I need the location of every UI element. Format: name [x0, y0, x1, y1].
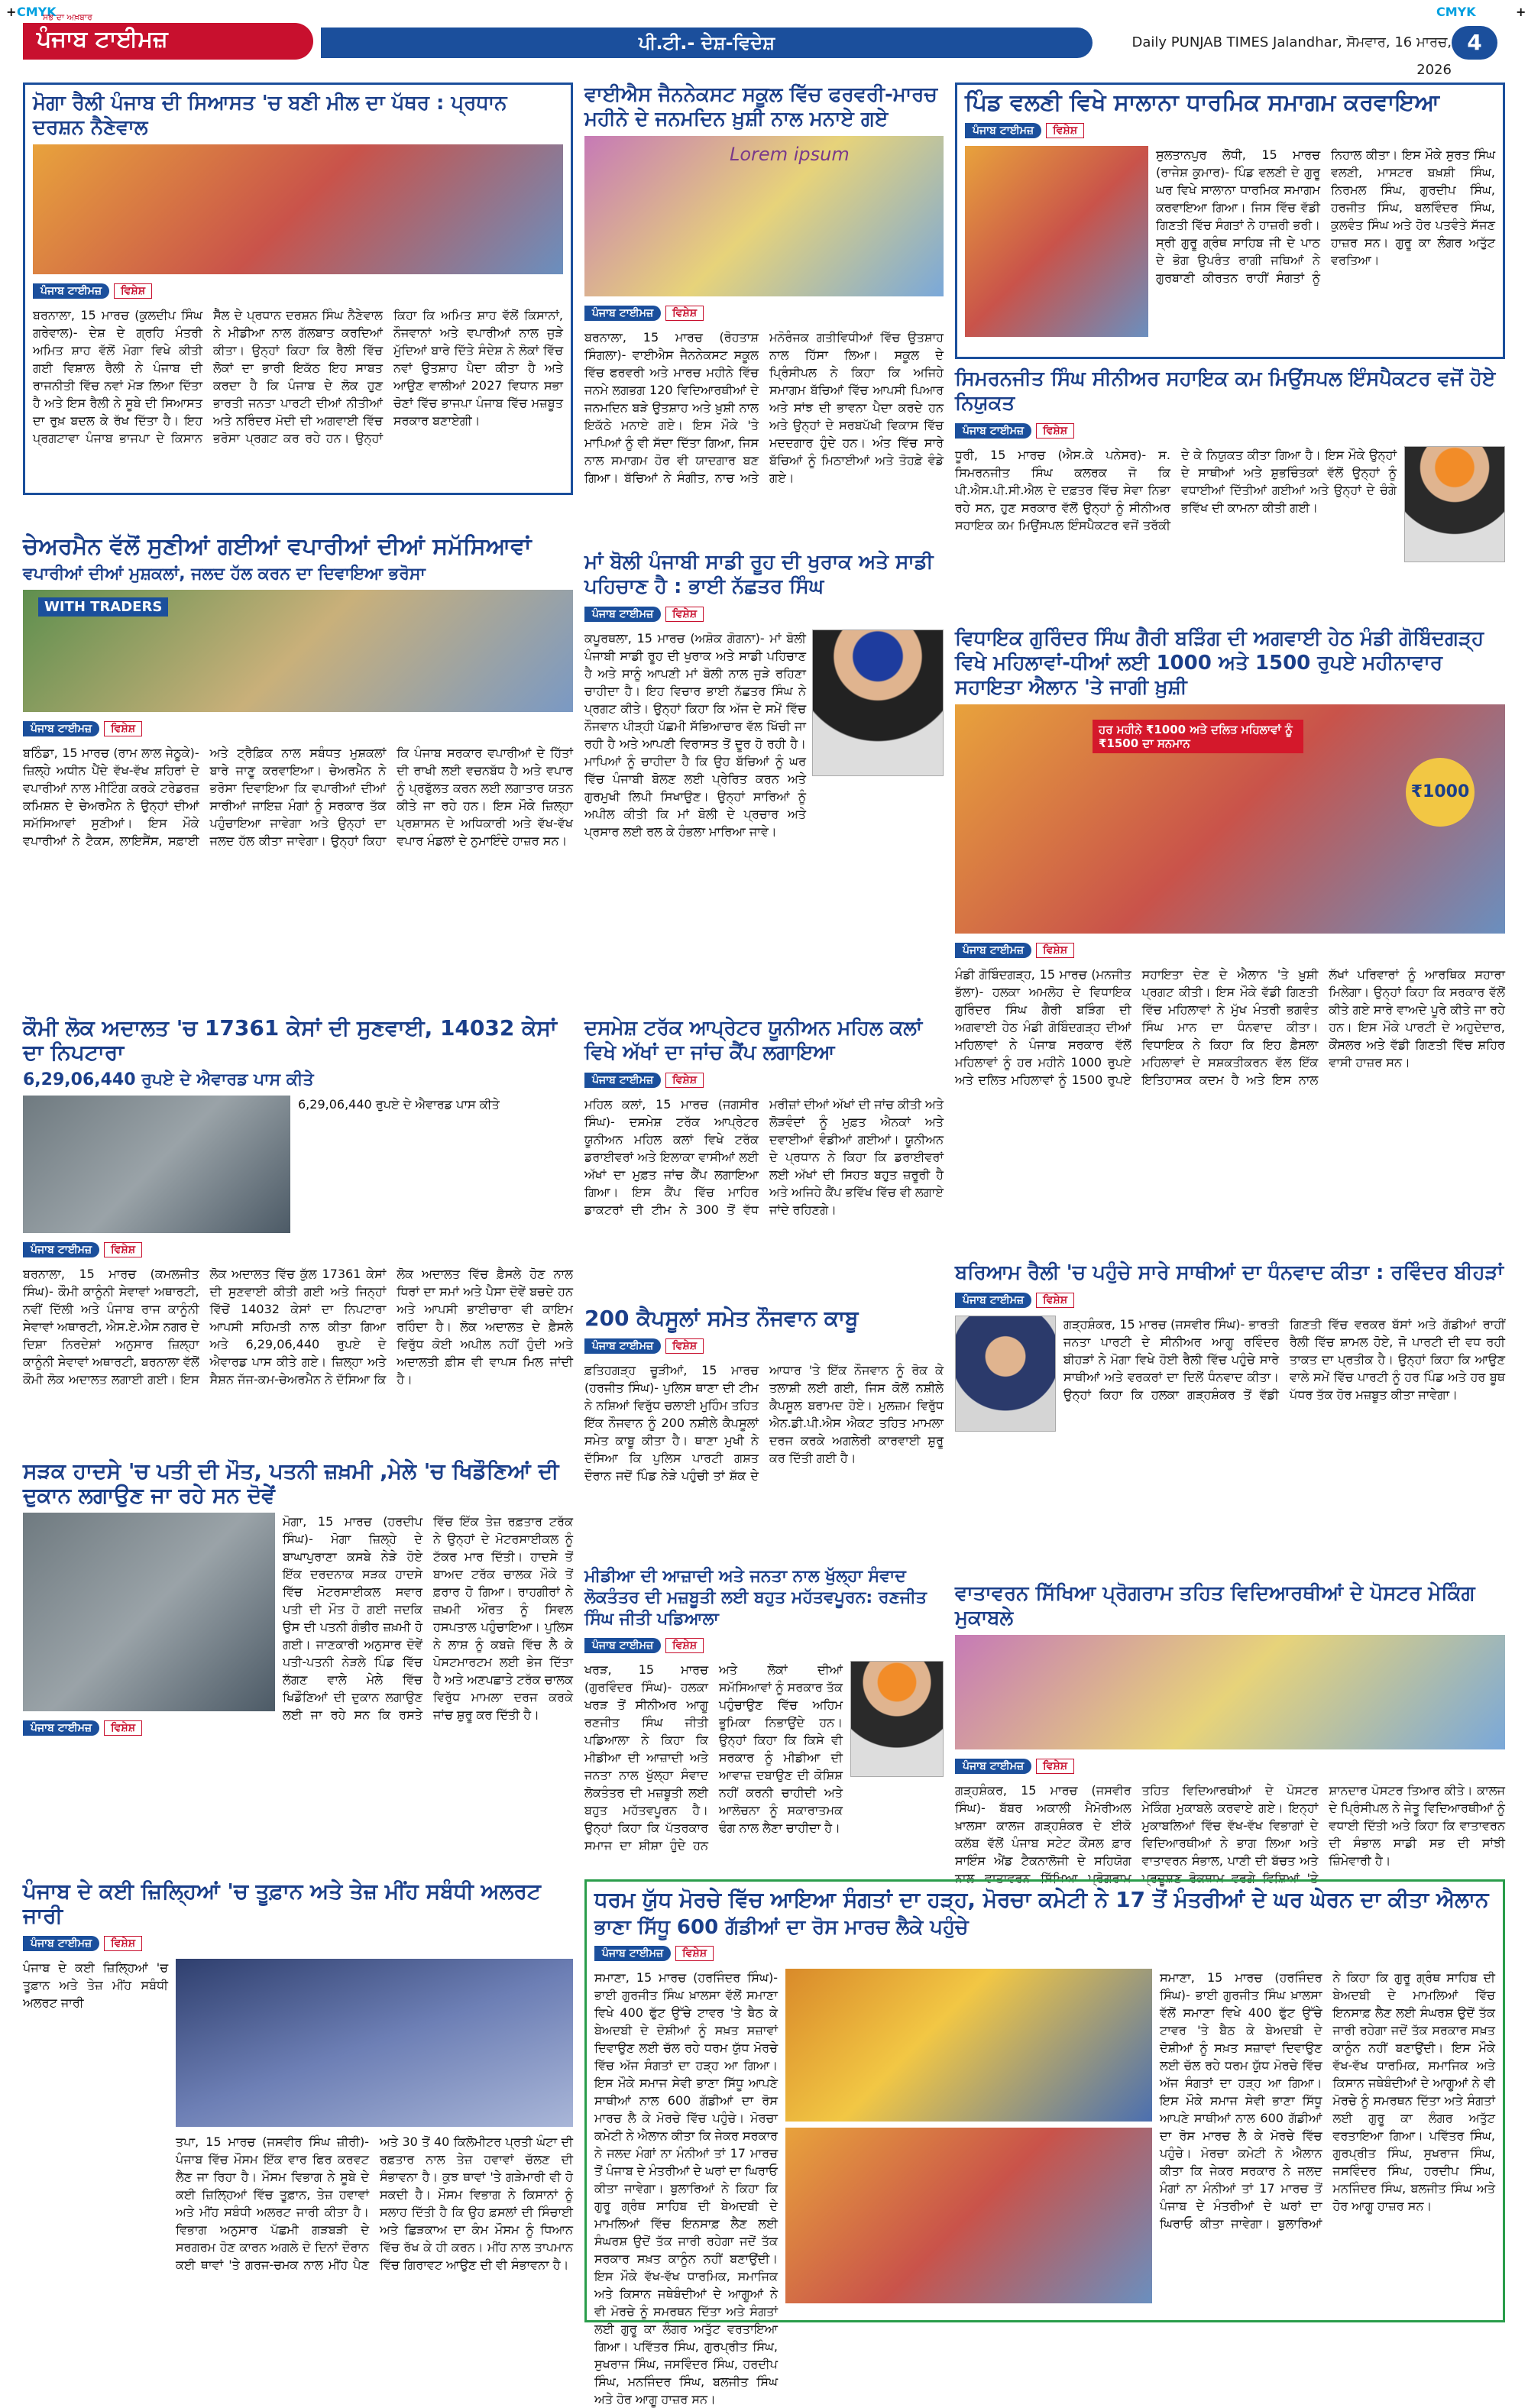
headline: ਮਾਂ ਬੋਲੀ ਪੰਜਾਬੀ ਸਾਡੀ ਰੂਹ ਦੀ ਖੁਰਾਕ ਅਤੇ ਸਾਡੀ ਪਹਿਚਾਣ ਹੈ : ਭਾਈ ਨੱਛਤਰ ਸਿੰਘ: [584, 551, 934, 598]
article-photo: [955, 1635, 1505, 1749]
article-photo: [965, 146, 1148, 337]
byline-tag: ਪੰਜਾਬ ਟਾਈਮਜ਼ ਵਿਸ਼ੇਸ਼: [23, 1242, 142, 1261]
article-body: ਬਰਨਾਲਾ, 15 ਮਾਰਚ (ਰੋਹਤਾਸ਼ ਸਿੰਗਲਾ)- ਵਾਈਐਸ ਜੈਨਨੇਕਸਟ ਸਕੂਲ ਵਿੱਚ ਫਰਵਰੀ ਅਤੇ ਮਾਰਚ ਮਹੀਨੇ ਵਿੱਚ ਜਨਮੇ ਲਗਭਗ 120 ਵਿਦਿਆਰਥੀਆਂ ਦੇ ਜਨਮਦਿਨ ਬੜੇ ਉਤਸ਼ਾਹ ਅਤੇ ਖ਼ੁਸ਼ੀ ਨਾਲ ਇਕੱਠੇ ਮਨਾਏ ਗਏ। ਇਸ ਮੌਕੇ 'ਤੇ ਮਾਪਿਆਂ ਨੂੰ ਵੀ ਸੱਦਾ ਦਿੱਤਾ ਗਿਆ, ਜਿਸ ਨਾਲ ਸਮਾਗਮ ਹੋਰ ਵੀ ਯਾਦਗਾਰ ਬਣ ਗਿਆ। ਬੱਚਿਆਂ ਨੇ ਸੰਗੀਤ, ਨਾਚ ਅਤੇ ਮਨੋਰੰਜਕ ਗਤੀਵਿਧੀਆਂ ਵਿੱਚ ਉਤਸ਼ਾਹ ਨਾਲ ਹਿੱਸਾ ਲਿਆ। ਸਕੂਲ ਦੇ ਪ੍ਰਿੰਸੀਪਲ ਨੇ ਕਿਹਾ ਕਿ ਅਜਿਹੇ ਸਮਾਗਮ ਬੱਚਿਆਂ ਵਿੱਚ ਆਪਸੀ ਪਿਆਰ ਅਤੇ ਸਾਂਝ ਦੀ ਭਾਵਨਾ ਪੈਦਾ ਕਰਦੇ ਹਨ ਅਤੇ ਉਨ੍ਹਾਂ ਦੇ ਸਰਬਪੱਖੀ ਵਿਕਾਸ ਵਿੱਚ ਮਦਦਗਾਰ ਹੁੰਦੇ ਹਨ। ਅੰਤ ਵਿੱਚ ਸਾਰੇ ਬੱਚਿਆਂ ਨੂੰ ਮਿਠਾਈਆਂ ਅਤੇ ਤੋਹਫ਼ੇ ਵੰਡੇ ਗਏ।: [584, 330, 944, 485]
headline: ਸਿਮਰਨਜੀਤ ਸਿੰਘ ਸੀਨੀਅਰ ਸਹਾਇਕ ਕਮ ਮਿਉਂਸਪਲ ਇੰਸਪੈਕਟਰ ਵਜੋਂ ਹੋਏ ਨਿਯੁਕਤ: [955, 367, 1496, 415]
byline-tag: ਪੰਜਾਬ ਟਾਈਮਜ਼ ਵਿਸ਼ੇਸ਼: [23, 1720, 142, 1739]
article-capsules: [584, 1306, 944, 1558]
article-body: ਗੜ੍ਹਸ਼ੰਕਰ, 15 ਮਾਰਚ (ਜਸਵੀਰ ਸਿੰਘ)- ਭਾਰਤੀ ਜਨਤਾ ਪਾਰਟੀ ਦੇ ਸੀਨੀਅਰ ਆਗੂ ਰਵਿੰਦਰ ਬੀਹੜਾਂ ਨੇ ਮੋਗਾ ਵਿਖੇ ਹੋਈ ਰੈਲੀ ਵਿੱਚ ਪਹੁੰਚੇ ਸਾਰੇ ਸਾਥੀਆਂ ਅਤੇ ਵਰਕਰਾਂ ਦਾ ਦਿਲੋਂ ਧੰਨਵਾਦ ਕੀਤਾ। ਉਨ੍ਹਾਂ ਕਿਹਾ ਕਿ ਹਲਕਾ ਗੜ੍ਹਸ਼ੰਕਰ ਤੋਂ ਵੱਡੀ ਗਿਣਤੀ ਵਿੱਚ ਵਰਕਰ ਬੱਸਾਂ ਅਤੇ ਗੱਡੀਆਂ ਰਾਹੀਂ ਰੈਲੀ ਵਿੱਚ ਸ਼ਾਮਲ ਹੋਏ, ਜੋ ਪਾਰਟੀ ਦੀ ਵਧ ਰਹੀ ਤਾਕਤ ਦਾ ਪ੍ਰਤੀਕ ਹੈ। ਉਨ੍ਹਾਂ ਕਿਹਾ ਕਿ ਆਉਣ ਵਾਲੇ ਸਮੇਂ ਵਿੱਚ ਪਾਰਟੀ ਨੂੰ ਹਰ ਪਿੰਡ ਅਤੇ ਹਰ ਬੂਥ ਪੱਧਰ ਤੱਕ ਹੋਰ ਮਜ਼ਬੂਤ ਕੀਤਾ ਜਾਵੇਗਾ।: [1063, 1317, 1505, 1402]
article-women-support: [955, 626, 1505, 1253]
headline: ਧਰਮ ਯੁੱਧ ਮੋਰਚੇ ਵਿੱਚ ਆਇਆ ਸੰਗਤਾਂ ਦਾ ਹੜ੍ਹ, ਮੋਰਚਾ ਕਮੇਟੀ ਨੇ 17 ਤੋਂ ਮੰਤਰੀਆਂ ਦੇ ਘਰ ਘੇਰਨ ਦਾ ਕੀਤਾ ਐਲਾਨ: [594, 1887, 1489, 1912]
byline-tag: ਪੰਜਾਬ ਟਾਈਮਜ਼ ਵਿਸ਼ੇਸ਼: [955, 1759, 1074, 1777]
article-photo: [584, 136, 944, 296]
article-maa-boli: [584, 550, 944, 1008]
article-media-freedom: [584, 1566, 944, 1864]
portrait-photo: [812, 630, 944, 776]
page-number: 4: [1452, 26, 1497, 60]
article-photo: [23, 590, 573, 712]
headline: ਦਸਮੇਸ਼ ਟਰੱਕ ਆਪ੍ਰੇਟਰ ਯੂਨੀਅਨ ਮਹਿਲ ਕਲਾਂ ਵਿਖੇ ਅੱਖਾਂ ਦਾ ਜਾਂਚ ਕੈਂਪ ਲਗਾਇਆ: [584, 1017, 923, 1064]
headline: ਚੇਅਰਮੈਨ ਵੱਲੋਂ ਸੁਣੀਆਂ ਗਈਆਂ ਵਪਾਰੀਆਂ ਦੀਆਂ ਸਮੱਸਿਆਵਾਂ: [23, 533, 532, 560]
article-body: ਮੋਗਾ, 15 ਮਾਰਚ (ਹਰਦੀਪ ਸਿੰਘ)- ਮੋਗਾ ਜ਼ਿਲ੍ਹੇ ਦੇ ਬਾਘਾਪੁਰਾਣਾ ਕਸਬੇ ਨੇੜੇ ਹੋਏ ਇੱਕ ਦਰਦਨਾਕ ਸੜਕ ਹਾਦਸੇ ਵਿੱਚ ਮੋਟਰਸਾਈਕਲ ਸਵਾਰ ਪਤੀ ਦੀ ਮੌਤ ਹੋ ਗਈ ਜਦਕਿ ਉਸ ਦੀ ਪਤਨੀ ਗੰਭੀਰ ਜ਼ਖ਼ਮੀ ਹੋ ਗਈ। ਜਾਣਕਾਰੀ ਅਨੁਸਾਰ ਦੋਵੇਂ ਪਤੀ-ਪਤਨੀ ਨੇੜਲੇ ਪਿੰਡ ਵਿੱਚ ਲੱਗਣ ਵਾਲੇ ਮੇਲੇ ਵਿੱਚ ਖਿਡੌਣਿਆਂ ਦੀ ਦੁਕਾਨ ਲਗਾਉਣ ਲਈ ਜਾ ਰਹੇ ਸਨ ਕਿ ਰਸਤੇ ਵਿੱਚ ਇੱਕ ਤੇਜ਼ ਰਫ਼ਤਾਰ ਟਰੱਕ ਨੇ ਉਨ੍ਹਾਂ ਦੇ ਮੋਟਰਸਾਈਕਲ ਨੂੰ ਟੱਕਰ ਮਾਰ ਦਿੱਤੀ। ਹਾਦਸੇ ਤੋਂ ਬਾਅਦ ਟਰੱਕ ਚਾਲਕ ਮੌਕੇ ਤੋਂ ਫ਼ਰਾਰ ਹੋ ਗਿਆ। ਰਾਹਗੀਰਾਂ ਨੇ ਜ਼ਖ਼ਮੀ ਔਰਤ ਨੂੰ ਸਿਵਲ ਹਸਪਤਾਲ ਪਹੁੰਚਾਇਆ। ਪੁਲਿਸ ਨੇ ਲਾਸ਼ ਨੂੰ ਕਬਜ਼ੇ ਵਿੱਚ ਲੈ ਕੇ ਪੋਸਟਮਾਰਟਮ ਲਈ ਭੇਜ ਦਿੱਤਾ ਹੈ ਅਤੇ ਅਣਪਛਾਤੇ ਟਰੱਕ ਚਾਲਕ ਵਿਰੁੱਧ ਮਾਮਲਾ ਦਰਜ ਕਰਕੇ ਜਾਂਚ ਸ਼ੁਰੂ ਕਰ ਦਿੱਤੀ ਹੈ।: [283, 1514, 573, 1722]
article-photo-crowd: [785, 1969, 1152, 2122]
cmyk-label-right: CMYK: [1436, 5, 1476, 19]
subheadline: 6,29,06,440 ਰੁਪਏ ਦੇ ਐਵਾਰਡ ਪਾਸ ਕੀਤੇ: [23, 1070, 314, 1089]
article-body: ਬਠਿੰਡਾ, 15 ਮਾਰਚ (ਰਾਮ ਲਾਲ ਜੇਠੂਕੇ)- ਜ਼ਿਲ੍ਹੇ ਅਧੀਨ ਪੈਂਦੇ ਵੱਖ-ਵੱਖ ਸ਼ਹਿਰਾਂ ਦੇ ਵਪਾਰੀਆਂ ਨਾਲ ਮੀਟਿੰਗ ਕਰਕੇ ਟਰੇਡਰਜ਼ ਕਮਿਸ਼ਨ ਦੇ ਚੇਅਰਮੈਨ ਨੇ ਉਨ੍ਹਾਂ ਦੀਆਂ ਸਮੱਸਿਆਵਾਂ ਸੁਣੀਆਂ। ਇਸ ਮੌਕੇ ਵਪਾਰੀਆਂ ਨੇ ਟੈਕਸ, ਲਾਇਸੈਂਸ, ਸਫ਼ਾਈ ਅਤੇ ਟ੍ਰੈਫ਼ਿਕ ਨਾਲ ਸਬੰਧਤ ਮੁਸ਼ਕਲਾਂ ਬਾਰੇ ਜਾਣੂ ਕਰਵਾਇਆ। ਚੇਅਰਮੈਨ ਨੇ ਭਰੋਸਾ ਦਿਵਾਇਆ ਕਿ ਵਪਾਰੀਆਂ ਦੀਆਂ ਸਾਰੀਆਂ ਜਾਇਜ਼ ਮੰਗਾਂ ਨੂੰ ਸਰਕਾਰ ਤੱਕ ਪਹੁੰਚਾਇਆ ਜਾਵੇਗਾ ਅਤੇ ਉਨ੍ਹਾਂ ਦਾ ਜਲਦ ਹੱਲ ਕੀਤਾ ਜਾਵੇਗਾ। ਉਨ੍ਹਾਂ ਕਿਹਾ ਕਿ ਪੰਜਾਬ ਸਰਕਾਰ ਵਪਾਰੀਆਂ ਦੇ ਹਿੱਤਾਂ ਦੀ ਰਾਖੀ ਲਈ ਵਚਨਬੱਧ ਹੈ ਅਤੇ ਵਪਾਰ ਨੂੰ ਪ੍ਰਫੁੱਲਤ ਕਰਨ ਲਈ ਲਗਾਤਾਰ ਯਤਨ ਕੀਤੇ ਜਾ ਰਹੇ ਹਨ। ਇਸ ਮੌਕੇ ਜ਼ਿਲ੍ਹਾ ਪ੍ਰਸ਼ਾਸਨ ਦੇ ਅਧਿਕਾਰੀ ਅਤੇ ਵੱਖ-ਵੱਖ ਵਪਾਰ ਮੰਡਲਾਂ ਦੇ ਨੁਮਾਇੰਦੇ ਹਾਜ਼ਰ ਸਨ।: [23, 746, 573, 848]
byline-tag: ਪੰਜਾਬ ਟਾਈਮਜ਼ ਵਿਸ਼ੇਸ਼: [955, 943, 1074, 961]
headline: ਮੋਗਾ ਰੈਲੀ ਪੰਜਾਬ ਦੀ ਸਿਆਸਤ 'ਚ ਬਣੀ ਮੀਲ ਦਾ ਪੱਥਰ : ਪ੍ਰਧਾਨ ਦਰਸ਼ਨ ਨੈਣੇਵਾਲ: [33, 92, 507, 139]
portrait-photo: [955, 1316, 1056, 1432]
logo-tagline: ਸਭ ਦਾ ਅਖ਼ਬਾਰ: [43, 12, 92, 22]
article-body: ਮੰਡੀ ਗੋਬਿੰਦਗੜ੍ਹ, 15 ਮਾਰਚ (ਮਨਜੀਤ ਭੱਲਾ)- ਹਲਕਾ ਅਮਲੋਹ ਦੇ ਵਿਧਾਇਕ ਗੁਰਿੰਦਰ ਸਿੰਘ ਗੈਰੀ ਬੜਿੰਗ ਦੀ ਅਗਵਾਈ ਹੇਠ ਮੰਡੀ ਗੋਬਿੰਦਗੜ੍ਹ ਦੀਆਂ ਮਹਿਲਾਵਾਂ ਨੇ ਪੰਜਾਬ ਸਰਕਾਰ ਵੱਲੋਂ ਮਹਿਲਾਵਾਂ ਨੂੰ ਹਰ ਮਹੀਨੇ 1000 ਰੁਪਏ ਅਤੇ ਦਲਿਤ ਮਹਿਲਾਵਾਂ ਨੂੰ 1500 ਰੁਪਏ ਸਹਾਇਤਾ ਦੇਣ ਦੇ ਐਲਾਨ 'ਤੇ ਖ਼ੁਸ਼ੀ ਪ੍ਰਗਟ ਕੀਤੀ। ਇਸ ਮੌਕੇ ਵੱਡੀ ਗਿਣਤੀ ਵਿੱਚ ਮਹਿਲਾਵਾਂ ਨੇ ਮੁੱਖ ਮੰਤਰੀ ਭਗਵੰਤ ਸਿੰਘ ਮਾਨ ਦਾ ਧੰਨਵਾਦ ਕੀਤਾ। ਵਿਧਾਇਕ ਨੇ ਕਿਹਾ ਕਿ ਇਹ ਫ਼ੈਸਲਾ ਮਹਿਲਾਵਾਂ ਦੇ ਸਸ਼ਕਤੀਕਰਨ ਵੱਲ ਇੱਕ ਇਤਿਹਾਸਕ ਕਦਮ ਹੈ ਅਤੇ ਇਸ ਨਾਲ ਲੱਖਾਂ ਪਰਿਵਾਰਾਂ ਨੂੰ ਆਰਥਿਕ ਸਹਾਰਾ ਮਿਲੇਗਾ। ਉਨ੍ਹਾਂ ਕਿਹਾ ਕਿ ਸਰਕਾਰ ਵੱਲੋਂ ਕੀਤੇ ਗਏ ਸਾਰੇ ਵਾਅਦੇ ਪੂਰੇ ਕੀਤੇ ਜਾ ਰਹੇ ਹਨ। ਇਸ ਮੌਕੇ ਪਾਰਟੀ ਦੇ ਅਹੁਦੇਦਾਰ, ਕੌਂਸਲਰ ਅਤੇ ਵੱਡੀ ਗਿਣਤੀ ਵਿੱਚ ਸ਼ਹਿਰ ਵਾਸੀ ਹਾਜ਼ਰ ਸਨ।: [955, 967, 1505, 1087]
registration-mark: +: [6, 5, 17, 19]
portrait-photo: [850, 1661, 944, 1777]
byline-tag: ਪੰਜਾਬ ਟਾਈਮਜ਼ ਵਿਸ਼ੇਸ਼: [584, 306, 704, 324]
article-chairman-traders: [23, 535, 573, 1008]
portrait-photo: [1404, 446, 1505, 562]
section-title: ਪੀ.ਟੀ.- ਦੇਸ਼-ਵਿਦੇਸ਼: [321, 28, 1093, 58]
byline-tag: ਪੰਜਾਬ ਟਾਈਮਜ਼ ਵਿਸ਼ੇਸ਼: [23, 721, 142, 740]
article-photo: [955, 704, 1505, 934]
photo-banner-text: ਹਰ ਮਹੀਨੇ ₹1000 ਅਤੇ ਦਲਿਤ ਮਹਿਲਾਵਾਂ ਨੂੰ ₹1500 ਦਾ ਸਨਮਾਨ: [1093, 720, 1303, 753]
photo-banner-text: Lorem ipsum: [730, 144, 850, 165]
subheadline: ਭਾਣਾ ਸਿੱਧੂ 600 ਗੱਡੀਆਂ ਦਾ ਰੋਸ ਮਾਰਚ ਲੈਕੇ ਪਹੁੰਚੇ: [594, 1916, 969, 1939]
byline-tag: ਪੰਜਾਬ ਟਾਈਮਜ਼ ਵਿਸ਼ੇਸ਼: [584, 607, 704, 625]
article-body-lead: 6,29,06,440 ਰੁਪਏ ਦੇ ਐਵਾਰਡ ਪਾਸ ਕੀਤੇ: [298, 1097, 500, 1112]
headline: ਪਿੰਡ ਵਲਣੀ ਵਿਖੇ ਸਾਲਾਨਾ ਧਾਰਮਿਕ ਸਮਾਗਮ ਕਰਵਾਇਆ: [965, 89, 1439, 116]
article-body: ਸੁਲਤਾਨਪੁਰ ਲੋਧੀ, 15 ਮਾਰਚ (ਰਾਜੇਸ਼ ਕੁਮਾਰ)- ਪਿੰਡ ਵਲਣੀ ਦੇ ਗੁਰੂ ਘਰ ਵਿਖੇ ਸਾਲਾਨਾ ਧਾਰਮਿਕ ਸਮਾਗਮ ਕਰਵਾਇਆ ਗਿਆ। ਜਿਸ ਵਿੱਚ ਵੱਡੀ ਗਿਣਤੀ ਵਿੱਚ ਸੰਗਤਾਂ ਨੇ ਹਾਜ਼ਰੀ ਭਰੀ। ਸ੍ਰੀ ਗੁਰੂ ਗ੍ਰੰਥ ਸਾਹਿਬ ਜੀ ਦੇ ਪਾਠ ਦੇ ਭੋਗ ਉਪਰੰਤ ਰਾਗੀ ਜਥਿਆਂ ਨੇ ਗੁਰਬਾਣੀ ਕੀਰਤਨ ਰਾਹੀਂ ਸੰਗਤਾਂ ਨੂੰ ਨਿਹਾਲ ਕੀਤਾ। ਇਸ ਮੌਕੇ ਸੁਰਤ ਸਿੰਘ ਵਲਣੀ, ਮਾਸਟਰ ਬਖ਼ਸ਼ੀ ਸਿੰਘ, ਨਿਰਮਲ ਸਿੰਘ, ਗੁਰਦੀਪ ਸਿੰਘ, ਹਰਜੀਤ ਸਿੰਘ, ਬਲਵਿੰਦਰ ਸਿੰਘ, ਕੁਲਵੰਤ ਸਿੰਘ ਅਤੇ ਹੋਰ ਪਤਵੰਤੇ ਸੱਜਣ ਹਾਜ਼ਰ ਸਨ। ਗੁਰੂ ਕਾ ਲੰਗਰ ਅਤੁੱਟ ਵਰਤਿਆ।: [1156, 147, 1495, 285]
byline-tag: ਪੰਜਾਬ ਟਾਈਮਜ਼ ਵਿਸ਼ੇਸ਼: [584, 1073, 704, 1091]
headline: ਮੀਡੀਆ ਦੀ ਆਜ਼ਾਦੀ ਅਤੇ ਜਨਤਾ ਨਾਲ ਖੁੱਲ੍ਹਾ ਸੰਵਾਦ ਲੋਕਤੰਤਰ ਦੀ ਮਜ਼ਬੂਤੀ ਲਈ ਬਹੁਤ ਮਹੱਤਵਪੂਰਨ: ਰਣਜੀਤ ਸਿੰਘ ਜੀਤੀ ਪਡਿਆਲਾ: [584, 1567, 927, 1629]
article-simranjit: [955, 367, 1505, 619]
headline: ਪੰਜਾਬ ਦੇ ਕਈ ਜ਼ਿਲ੍ਹਿਆਂ 'ਚ ਤੂਫ਼ਾਨ ਅਤੇ ਤੇਜ਼ ਮੀਂਹ ਸਬੰਧੀ ਅਲਰਟ ਜਾਰੀ: [23, 1879, 541, 1928]
article-moga-rally: [23, 83, 573, 495]
byline-tag: ਪੰਜਾਬ ਟਾਈਮਜ਼ ਵਿਸ਼ੇਸ਼: [23, 1936, 142, 1954]
byline-tag: ਪੰਜਾਬ ਟਾਈਮਜ਼ ਵਿਸ਼ੇਸ਼: [584, 1638, 704, 1656]
headline: ਵਿਧਾਇਕ ਗੁਰਿੰਦਰ ਸਿੰਘ ਗੈਰੀ ਬੜਿੰਗ ਦੀ ਅਗਵਾਈ ਹੇਠ ਮੰਡੀ ਗੋਬਿੰਦਗੜ੍ਹ ਵਿਖੇ ਮਹਿਲਾਵਾਂ-ਧੀਆਂ ਲਈ 1000 ਅਤੇ 1500 ਰੁਪਏ ਮਹੀਨਾਵਾਰ ਸਹਾਇਤਾ ਐਲਾਨ 'ਤੇ ਜਾਗੀ ਖ਼ੁਸ਼ੀ: [955, 627, 1484, 699]
subheadline: ਵਪਾਰੀਆਂ ਦੀਆਂ ਮੁਸ਼ਕਲਾਂ, ਜਲਦ ਹੱਲ ਕਰਨ ਦਾ ਦਿਵਾਇਆ ਭਰੋਸਾ: [23, 565, 426, 584]
article-photo: [23, 1513, 275, 1711]
headline: 200 ਕੈਪਸੂਲਾਂ ਸਮੇਤ ਨੌਜਵਾਨ ਕਾਬੂ: [584, 1306, 859, 1331]
article-pind-samagam: [955, 83, 1505, 359]
article-body: ਧੂਰੀ, 15 ਮਾਰਚ (ਐਸ.ਕੇ ਪਨੇਸਰ)- ਸ. ਸਿਮਰਨਜੀਤ ਸਿੰਘ ਕਲਰਕ ਜੋ ਕਿ ਪੀ.ਐਸ.ਪੀ.ਸੀ.ਐਲ ਦੇ ਦਫ਼ਤਰ ਵਿੱਚ ਸੇਵਾ ਨਿਭਾ ਰਹੇ ਸਨ, ਹੁਣ ਸਰਕਾਰ ਵੱਲੋਂ ਉਨ੍ਹਾਂ ਨੂੰ ਸੀਨੀਅਰ ਸਹਾਇਕ ਕਮ ਮਿਉਂਸਪਲ ਇੰਸਪੈਕਟਰ ਵਜੋਂ ਤਰੱਕੀ ਦੇ ਕੇ ਨਿਯੁਕਤ ਕੀਤਾ ਗਿਆ ਹੈ। ਇਸ ਮੌਕੇ ਉਨ੍ਹਾਂ ਦੇ ਸਾਥੀਆਂ ਅਤੇ ਸ਼ੁਭਚਿੰਤਕਾਂ ਵੱਲੋਂ ਉਨ੍ਹਾਂ ਨੂੰ ਵਧਾਈਆਂ ਦਿੱਤੀਆਂ ਗਈਆਂ ਅਤੇ ਉਨ੍ਹਾਂ ਦੇ ਚੰਗੇ ਭਵਿੱਖ ਦੀ ਕਾਮਨਾ ਕੀਤੀ ਗਈ।: [955, 448, 1397, 532]
article-school-birthdays: [584, 83, 944, 541]
article-body-continued: ਸਮਾਣਾ, 15 ਮਾਰਚ (ਹਰਜਿੰਦਰ ਸਿੰਘ)- ਭਾਈ ਗੁਰਜੀਤ ਸਿੰਘ ਖ਼ਾਲਸਾ ਵੱਲੋਂ ਸਮਾਣਾ ਵਿਖੇ 400 ਫੁੱਟ ਉੱਚੇ ਟਾਵਰ 'ਤੇ ਬੈਠ ਕੇ ਬੇਅਦਬੀ ਦੇ ਦੋਸ਼ੀਆਂ ਨੂੰ ਸਖ਼ਤ ਸਜ਼ਾਵਾਂ ਦਿਵਾਉਣ ਲਈ ਚੱਲ ਰਹੇ ਧਰਮ ਯੁੱਧ ਮੋਰਚੇ ਵਿੱਚ ਅੱਜ ਸੰਗਤਾਂ ਦਾ ਹੜ੍ਹ ਆ ਗਿਆ। ਇਸ ਮੌਕੇ ਸਮਾਜ ਸੇਵੀ ਭਾਣਾ ਸਿੱਧੂ ਆਪਣੇ ਸਾਥੀਆਂ ਨਾਲ 600 ਗੱਡੀਆਂ ਦਾ ਰੋਸ ਮਾਰਚ ਲੈ ਕੇ ਮੋਰਚੇ ਵਿੱਚ ਪਹੁੰਚੇ। ਮੋਰਚਾ ਕਮੇਟੀ ਨੇ ਐਲਾਨ ਕੀਤਾ ਕਿ ਜੇਕਰ ਸਰਕਾਰ ਨੇ ਜਲਦ ਮੰਗਾਂ ਨਾ ਮੰਨੀਆਂ ਤਾਂ 17 ਮਾਰਚ ਤੋਂ ਪੰਜਾਬ ਦੇ ਮੰਤਰੀਆਂ ਦੇ ਘਰਾਂ ਦਾ ਘਿਰਾਓ ਕੀਤਾ ਜਾਵੇਗਾ। ਬੁਲਾਰਿਆਂ ਨੇ ਕਿਹਾ ਕਿ ਗੁਰੂ ਗ੍ਰੰਥ ਸਾਹਿਬ ਦੀ ਬੇਅਦਬੀ ਦੇ ਮਾਮਲਿਆਂ ਵਿੱਚ ਇਨਸਾਫ਼ ਲੈਣ ਲਈ ਸੰਘਰਸ਼ ਉਦੋਂ ਤੱਕ ਜਾਰੀ ਰਹੇਗਾ ਜਦੋਂ ਤੱਕ ਸਰਕਾਰ ਸਖ਼ਤ ਕਾਨੂੰਨ ਨਹੀਂ ਬਣਾਉਂਦੀ। ਇਸ ਮੌਕੇ ਵੱਖ-ਵੱਖ ਧਾਰਮਿਕ, ਸਮਾਜਿਕ ਅਤੇ ਕਿਸਾਨ ਜਥੇਬੰਦੀਆਂ ਦੇ ਆਗੂਆਂ ਨੇ ਵੀ ਮੋਰਚੇ ਨੂੰ ਸਮਰਥਨ ਦਿੱਤਾ ਅਤੇ ਸੰਗਤਾਂ ਲਈ ਗੁਰੂ ਕਾ ਲੰਗਰ ਅਤੁੱਟ ਵਰਤਾਇਆ ਗਿਆ। ਪਵਿੱਤਰ ਸਿੰਘ, ਗੁਰਪ੍ਰੀਤ ਸਿੰਘ, ਸੁਖਰਾਜ ਸਿੰਘ, ਜਸਵਿੰਦਰ ਸਿੰਘ, ਹਰਦੀਪ ਸਿੰਘ, ਮਨਜਿੰਦਰ ਸਿੰਘ, ਬਲਜੀਤ ਸਿੰਘ ਅਤੇ ਹੋਰ ਆਗੂ ਹਾਜ਼ਰ ਸਨ।: [1160, 1970, 1495, 2231]
article-lok-adalat: [23, 1016, 573, 1452]
article-body: ਖਰੜ, 15 ਮਾਰਚ (ਗੁਰਵਿੰਦਰ ਸਿੰਘ)- ਹਲਕਾ ਖਰੜ ਤੋਂ ਸੀਨੀਅਰ ਆਗੂ ਰਣਜੀਤ ਸਿੰਘ ਜੀਤੀ ਪਡਿਆਲਾ ਨੇ ਕਿਹਾ ਕਿ ਮੀਡੀਆ ਦੀ ਆਜ਼ਾਦੀ ਅਤੇ ਜਨਤਾ ਨਾਲ ਖੁੱਲ੍ਹਾ ਸੰਵਾਦ ਲੋਕਤੰਤਰ ਦੀ ਮਜ਼ਬੂਤੀ ਲਈ ਬਹੁਤ ਮਹੱਤਵਪੂਰਨ ਹੈ। ਉਨ੍ਹਾਂ ਕਿਹਾ ਕਿ ਪੱਤਰਕਾਰ ਸਮਾਜ ਦਾ ਸ਼ੀਸ਼ਾ ਹੁੰਦੇ ਹਨ ਅਤੇ ਲੋਕਾਂ ਦੀਆਂ ਸਮੱਸਿਆਵਾਂ ਨੂੰ ਸਰਕਾਰ ਤੱਕ ਪਹੁੰਚਾਉਣ ਵਿੱਚ ਅਹਿਮ ਭੂਮਿਕਾ ਨਿਭਾਉਂਦੇ ਹਨ। ਉਨ੍ਹਾਂ ਕਿਹਾ ਕਿ ਕਿਸੇ ਵੀ ਸਰਕਾਰ ਨੂੰ ਮੀਡੀਆ ਦੀ ਆਵਾਜ਼ ਦਬਾਉਣ ਦੀ ਕੋਸ਼ਿਸ਼ ਨਹੀਂ ਕਰਨੀ ਚਾਹੀਦੀ ਅਤੇ ਆਲੋਚਨਾ ਨੂੰ ਸਕਾਰਾਤਮਕ ਢੰਗ ਨਾਲ ਲੈਣਾ ਚਾਹੀਦਾ ਹੈ।: [584, 1662, 843, 1853]
article-poster-contest: [955, 1581, 1505, 1885]
headline: ਸੜਕ ਹਾਦਸੇ 'ਚ ਪਤੀ ਦੀ ਮੌਤ, ਪਤਨੀ ਜ਼ਖ਼ਮੀ ,ਮੇਲੇ 'ਚ ਖਿਡੌਣਿਆਂ ਦੀ ਦੁਕਾਨ ਲਗਾਉਣ ਜਾ ਰਹੇ ਸਨ ਦੋਵੇਂ: [23, 1458, 559, 1508]
article-eye-camp: [584, 1016, 944, 1299]
date-line: Daily PUNJAB TIMES Jalandhar, ਸੋਮਵਾਰ, 16 ਮਾਰਚ, 2026: [1131, 34, 1452, 78]
byline-tag: ਪੰਜਾਬ ਟਾਈਮਜ਼ ਵਿਸ਼ੇਸ਼: [965, 123, 1084, 141]
article-photo: [23, 1096, 290, 1233]
headline: ਬਰਿਆਮ ਰੈਲੀ 'ਚ ਪਹੁੰਚੇ ਸਾਰੇ ਸਾਥੀਆਂ ਦਾ ਧੰਨਵਾਦ ਕੀਤਾ : ਰਵਿੰਦਰ ਬੀਹੜਾਂ: [955, 1261, 1504, 1284]
article-body: ਤਪਾ, 15 ਮਾਰਚ (ਜਸਵੀਰ ਸਿੰਘ ਜ਼ੀਰੀ)- ਪੰਜਾਬ ਵਿੱਚ ਮੌਸਮ ਇੱਕ ਵਾਰ ਫਿਰ ਕਰਵਟ ਲੈਣ ਜਾ ਰਿਹਾ ਹੈ। ਮੌਸਮ ਵਿਭਾਗ ਨੇ ਸੂਬੇ ਦੇ ਕਈ ਜ਼ਿਲ੍ਹਿਆਂ ਵਿੱਚ ਤੂਫ਼ਾਨ, ਤੇਜ਼ ਹਵਾਵਾਂ ਅਤੇ ਮੀਂਹ ਸਬੰਧੀ ਅਲਰਟ ਜਾਰੀ ਕੀਤਾ ਹੈ। ਵਿਭਾਗ ਅਨੁਸਾਰ ਪੱਛਮੀ ਗੜਬੜੀ ਦੇ ਸਰਗਰਮ ਹੋਣ ਕਾਰਨ ਅਗਲੇ ਦੋ ਦਿਨਾਂ ਦੌਰਾਨ ਕਈ ਥਾਵਾਂ 'ਤੇ ਗਰਜ-ਚਮਕ ਨਾਲ ਮੀਂਹ ਪੈਣ ਅਤੇ 30 ਤੋਂ 40 ਕਿਲੋਮੀਟਰ ਪ੍ਰਤੀ ਘੰਟਾ ਦੀ ਰਫ਼ਤਾਰ ਨਾਲ ਤੇਜ਼ ਹਵਾਵਾਂ ਚੱਲਣ ਦੀ ਸੰਭਾਵਨਾ ਹੈ। ਕੁਝ ਥਾਵਾਂ 'ਤੇ ਗੜੇਮਾਰੀ ਵੀ ਹੋ ਸਕਦੀ ਹੈ। ਮੌਸਮ ਵਿਭਾਗ ਨੇ ਕਿਸਾਨਾਂ ਨੂੰ ਸਲਾਹ ਦਿੱਤੀ ਹੈ ਕਿ ਉਹ ਫ਼ਸਲਾਂ ਦੀ ਸਿੰਚਾਈ ਅਤੇ ਛਿੜਕਾਅ ਦਾ ਕੰਮ ਮੌਸਮ ਨੂੰ ਧਿਆਨ ਵਿੱਚ ਰੱਖ ਕੇ ਹੀ ਕਰਨ। ਮੀਂਹ ਨਾਲ ਤਾਪਮਾਨ ਵਿੱਚ ਗਿਰਾਵਟ ਆਉਣ ਦੀ ਵੀ ਸੰਭਾਵਨਾ ਹੈ।: [176, 2135, 573, 2272]
article-rally-thanks: [955, 1261, 1505, 1574]
logo-text: ਪੰਜਾਬ ਟਾਈਮਜ਼: [37, 26, 168, 53]
byline-tag: ਪੰਜਾਬ ਟਾਈਮਜ਼ ਵਿਸ਼ੇਸ਼: [955, 1293, 1074, 1311]
headline: ਵਾਤਾਵਰਨ ਸਿੱਖਿਆ ਪ੍ਰੋਗਰਾਮ ਤਹਿਤ ਵਿਦਿਆਰਥੀਆਂ ਦੇ ਪੋਸਟਰ ਮੇਕਿੰਗ ਮੁਕਾਬਲੇ: [955, 1582, 1475, 1630]
byline-tag: ਪੰਜਾਬ ਟਾਈਮਜ਼ ਵਿਸ਼ੇਸ਼: [584, 1338, 704, 1357]
article-photo: [176, 1959, 573, 2127]
article-body: ਗੜ੍ਹਸ਼ੰਕਰ, 15 ਮਾਰਚ (ਜਸਵੀਰ ਸਿੰਘ)- ਬੱਬਰ ਅਕਾਲੀ ਮੈਮੋਰੀਅਲ ਖ਼ਾਲਸਾ ਕਾਲਜ ਗੜ੍ਹਸ਼ੰਕਰ ਦੇ ਈਕੋ ਕਲੱਬ ਵੱਲੋਂ ਪੰਜਾਬ ਸਟੇਟ ਕੌਂਸਲ ਫ਼ਾਰ ਸਾਇੰਸ ਐਂਡ ਟੈਕਨਾਲੋਜੀ ਦੇ ਸਹਿਯੋਗ ਨਾਲ ਵਾਤਾਵਰਨ ਸਿੱਖਿਆ ਪ੍ਰੋਗਰਾਮ ਤਹਿਤ ਵਿਦਿਆਰਥੀਆਂ ਦੇ ਪੋਸਟਰ ਮੇਕਿੰਗ ਮੁਕਾਬਲੇ ਕਰਵਾਏ ਗਏ। ਇਨ੍ਹਾਂ ਮੁਕਾਬਲਿਆਂ ਵਿੱਚ ਵੱਖ-ਵੱਖ ਵਿਭਾਗਾਂ ਦੇ ਵਿਦਿਆਰਥੀਆਂ ਨੇ ਭਾਗ ਲਿਆ ਅਤੇ ਵਾਤਾਵਰਨ ਸੰਭਾਲ, ਪਾਣੀ ਦੀ ਬੱਚਤ ਅਤੇ ਪ੍ਰਦੂਸ਼ਣ ਰੋਕਥਾਮ ਵਰਗੇ ਵਿਸ਼ਿਆਂ 'ਤੇ ਸ਼ਾਨਦਾਰ ਪੋਸਟਰ ਤਿਆਰ ਕੀਤੇ। ਕਾਲਜ ਦੇ ਪ੍ਰਿੰਸੀਪਲ ਨੇ ਜੇਤੂ ਵਿਦਿਆਰਥੀਆਂ ਨੂੰ ਵਧਾਈ ਦਿੱਤੀ ਅਤੇ ਕਿਹਾ ਕਿ ਵਾਤਾਵਰਨ ਦੀ ਸੰਭਾਲ ਸਾਡੀ ਸਭ ਦੀ ਸਾਂਝੀ ਜ਼ਿੰਮੇਵਾਰੀ ਹੈ।: [955, 1783, 1505, 1885]
article-dharam-yudh: [584, 1879, 1505, 2406]
photo-banner-text: WITH TRADERS: [38, 597, 168, 617]
headline: ਕੌਮੀ ਲੋਕ ਅਦਾਲਤ 'ਚ 17361 ਕੇਸਾਂ ਦੀ ਸੁਣਵਾਈ, 14032 ਕੇਸਾਂ ਦਾ ਨਿਪਟਾਰਾ: [23, 1015, 557, 1065]
headline: ਵਾਈਐਸ ਜੈਨਨੇਕਸਟ ਸਕੂਲ ਵਿੱਚ ਫਰਵਰੀ-ਮਾਰਚ ਮਹੀਨੇ ਦੇ ਜਨਮਦਿਨ ਖ਼ੁਸ਼ੀ ਨਾਲ ਮਨਾਏ ਗਏ: [584, 83, 937, 131]
masthead-logo: [23, 12, 313, 60]
byline-tag: ਪੰਜਾਬ ਟਾਈਮਜ਼ ਵਿਸ਼ੇਸ਼: [955, 423, 1074, 442]
article-storm-alert: [23, 1879, 573, 2322]
article-body: ਬਰਨਾਲਾ, 15 ਮਾਰਚ (ਕਮਲਜੀਤ ਸਿੰਘ)- ਕੌਮੀ ਕਾਨੂੰਨੀ ਸੇਵਾਵਾਂ ਅਥਾਰਟੀ, ਨਵੀਂ ਦਿੱਲੀ ਅਤੇ ਪੰਜਾਬ ਰਾਜ ਕਾਨੂੰਨੀ ਸੇਵਾਵਾਂ ਅਥਾਰਟੀ, ਐਸ.ਏ.ਐਸ ਨਗਰ ਦੇ ਦਿਸ਼ਾ ਨਿਰਦੇਸ਼ਾਂ ਅਨੁਸਾਰ ਜ਼ਿਲ੍ਹਾ ਕਾਨੂੰਨੀ ਸੇਵਾਵਾਂ ਅਥਾਰਟੀ, ਬਰਨਾਲਾ ਵੱਲੋਂ ਕੌਮੀ ਲੋਕ ਅਦਾਲਤ ਲਗਾਈ ਗਈ। ਇਸ ਲੋਕ ਅਦਾਲਤ ਵਿੱਚ ਕੁੱਲ 17361 ਕੇਸਾਂ ਦੀ ਸੁਣਵਾਈ ਕੀਤੀ ਗਈ ਅਤੇ ਜਿਨ੍ਹਾਂ ਵਿੱਚੋਂ 14032 ਕੇਸਾਂ ਦਾ ਨਿਪਟਾਰਾ ਆਪਸੀ ਸਹਿਮਤੀ ਨਾਲ ਕੀਤਾ ਗਿਆ ਅਤੇ 6,29,06,440 ਰੁਪਏ ਦੇ ਐਵਾਰਡ ਪਾਸ ਕੀਤੇ ਗਏ। ਜ਼ਿਲ੍ਹਾ ਅਤੇ ਸੈਸ਼ਨ ਜੱਜ-ਕਮ-ਚੇਅਰਮੈਨ ਨੇ ਦੱਸਿਆ ਕਿ ਲੋਕ ਅਦਾਲਤ ਵਿੱਚ ਫ਼ੈਸਲੇ ਹੋਣ ਨਾਲ ਧਿਰਾਂ ਦਾ ਸਮਾਂ ਅਤੇ ਪੈਸਾ ਦੋਵੇਂ ਬਚਦੇ ਹਨ ਅਤੇ ਆਪਸੀ ਭਾਈਚਾਰਾ ਵੀ ਕਾਇਮ ਰਹਿੰਦਾ ਹੈ। ਲੋਕ ਅਦਾਲਤ ਦੇ ਫ਼ੈਸਲੇ ਵਿਰੁੱਧ ਕੋਈ ਅਪੀਲ ਨਹੀਂ ਹੁੰਦੀ ਅਤੇ ਅਦਾਲਤੀ ਫ਼ੀਸ ਵੀ ਵਾਪਸ ਮਿਲ ਜਾਂਦੀ ਹੈ।: [23, 1267, 573, 1387]
registration-mark: +: [1516, 5, 1526, 19]
amount-badge: ₹1000: [1406, 758, 1475, 827]
byline-tag: ਪੰਜਾਬ ਟਾਈਮਜ਼ ਵਿਸ਼ੇਸ਼: [594, 1946, 714, 1964]
article-body: ਸਮਾਣਾ, 15 ਮਾਰਚ (ਹਰਜਿੰਦਰ ਸਿੰਘ)- ਭਾਈ ਗੁਰਜੀਤ ਸਿੰਘ ਖ਼ਾਲਸਾ ਵੱਲੋਂ ਸਮਾਣਾ ਵਿਖੇ 400 ਫੁੱਟ ਉੱਚੇ ਟਾਵਰ 'ਤੇ ਬੈਠ ਕੇ ਬੇਅਦਬੀ ਦੇ ਦੋਸ਼ੀਆਂ ਨੂੰ ਸਖ਼ਤ ਸਜ਼ਾਵਾਂ ਦਿਵਾਉਣ ਲਈ ਚੱਲ ਰਹੇ ਧਰਮ ਯੁੱਧ ਮੋਰਚੇ ਵਿੱਚ ਅੱਜ ਸੰਗਤਾਂ ਦਾ ਹੜ੍ਹ ਆ ਗਿਆ। ਇਸ ਮੌਕੇ ਸਮਾਜ ਸੇਵੀ ਭਾਣਾ ਸਿੱਧੂ ਆਪਣੇ ਸਾਥੀਆਂ ਨਾਲ 600 ਗੱਡੀਆਂ ਦਾ ਰੋਸ ਮਾਰਚ ਲੈ ਕੇ ਮੋਰਚੇ ਵਿੱਚ ਪਹੁੰਚੇ। ਮੋਰਚਾ ਕਮੇਟੀ ਨੇ ਐਲਾਨ ਕੀਤਾ ਕਿ ਜੇਕਰ ਸਰਕਾਰ ਨੇ ਜਲਦ ਮੰਗਾਂ ਨਾ ਮੰਨੀਆਂ ਤਾਂ 17 ਮਾਰਚ ਤੋਂ ਪੰਜਾਬ ਦੇ ਮੰਤਰੀਆਂ ਦੇ ਘਰਾਂ ਦਾ ਘਿਰਾਓ ਕੀਤਾ ਜਾਵੇਗਾ। ਬੁਲਾਰਿਆਂ ਨੇ ਕਿਹਾ ਕਿ ਗੁਰੂ ਗ੍ਰੰਥ ਸਾਹਿਬ ਦੀ ਬੇਅਦਬੀ ਦੇ ਮਾਮਲਿਆਂ ਵਿੱਚ ਇਨਸਾਫ਼ ਲੈਣ ਲਈ ਸੰਘਰਸ਼ ਉਦੋਂ ਤੱਕ ਜਾਰੀ ਰਹੇਗਾ ਜਦੋਂ ਤੱਕ ਸਰਕਾਰ ਸਖ਼ਤ ਕਾਨੂੰਨ ਨਹੀਂ ਬਣਾਉਂਦੀ। ਇਸ ਮੌਕੇ ਵੱਖ-ਵੱਖ ਧਾਰਮਿਕ, ਸਮਾਜਿਕ ਅਤੇ ਕਿਸਾਨ ਜਥੇਬੰਦੀਆਂ ਦੇ ਆਗੂਆਂ ਨੇ ਵੀ ਮੋਰਚੇ ਨੂੰ ਸਮਰਥਨ ਦਿੱਤਾ ਅਤੇ ਸੰਗਤਾਂ ਲਈ ਗੁਰੂ ਕਾ ਲੰਗਰ ਅਤੁੱਟ ਵਰਤਾਇਆ ਗਿਆ। ਪਵਿੱਤਰ ਸਿੰਘ, ਗੁਰਪ੍ਰੀਤ ਸਿੰਘ, ਸੁਖਰਾਜ ਸਿੰਘ, ਜਸਵਿੰਦਰ ਸਿੰਘ, ਹਰਦੀਪ ਸਿੰਘ, ਮਨਜਿੰਦਰ ਸਿੰਘ, ਬਲਜੀਤ ਸਿੰਘ ਅਤੇ ਹੋਰ ਆਗੂ ਹਾਜ਼ਰ ਸਨ।: [594, 1970, 779, 2406]
article-body: ਮਹਿਲ ਕਲਾਂ, 15 ਮਾਰਚ (ਜਗਸੀਰ ਸਿੰਘ)- ਦਸਮੇਸ਼ ਟਰੱਕ ਆਪ੍ਰੇਟਰ ਯੂਨੀਅਨ ਮਹਿਲ ਕਲਾਂ ਵਿਖੇ ਟਰੱਕ ਡਰਾਈਵਰਾਂ ਅਤੇ ਇਲਾਕਾ ਵਾਸੀਆਂ ਲਈ ਅੱਖਾਂ ਦਾ ਮੁਫ਼ਤ ਜਾਂਚ ਕੈਂਪ ਲਗਾਇਆ ਗਿਆ। ਇਸ ਕੈਂਪ ਵਿੱਚ ਮਾਹਿਰ ਡਾਕਟਰਾਂ ਦੀ ਟੀਮ ਨੇ 300 ਤੋਂ ਵੱਧ ਮਰੀਜ਼ਾਂ ਦੀਆਂ ਅੱਖਾਂ ਦੀ ਜਾਂਚ ਕੀਤੀ ਅਤੇ ਲੋੜਵੰਦਾਂ ਨੂੰ ਮੁਫ਼ਤ ਐਨਕਾਂ ਅਤੇ ਦਵਾਈਆਂ ਵੰਡੀਆਂ ਗਈਆਂ। ਯੂਨੀਅਨ ਦੇ ਪ੍ਰਧਾਨ ਨੇ ਕਿਹਾ ਕਿ ਡਰਾਈਵਰਾਂ ਲਈ ਅੱਖਾਂ ਦੀ ਸਿਹਤ ਬਹੁਤ ਜ਼ਰੂਰੀ ਹੈ ਅਤੇ ਅਜਿਹੇ ਕੈਂਪ ਭਵਿੱਖ ਵਿੱਚ ਵੀ ਲਗਾਏ ਜਾਂਦੇ ਰਹਿਣਗੇ।: [584, 1097, 944, 1217]
article-body: ਫ਼ਤਿਹਗੜ੍ਹ ਚੂੜੀਆਂ, 15 ਮਾਰਚ (ਹਰਜੀਤ ਸਿੰਘ)- ਪੁਲਿਸ ਥਾਣਾ ਦੀ ਟੀਮ ਨੇ ਨਸ਼ਿਆਂ ਵਿਰੁੱਧ ਚਲਾਈ ਮੁਹਿੰਮ ਤਹਿਤ ਇੱਕ ਨੌਜਵਾਨ ਨੂੰ 200 ਨਸ਼ੀਲੇ ਕੈਪਸੂਲਾਂ ਸਮੇਤ ਕਾਬੂ ਕੀਤਾ ਹੈ। ਥਾਣਾ ਮੁਖੀ ਨੇ ਦੱਸਿਆ ਕਿ ਪੁਲਿਸ ਪਾਰਟੀ ਗਸ਼ਤ ਦੌਰਾਨ ਜਦੋਂ ਪਿੰਡ ਨੇੜੇ ਪਹੁੰਚੀ ਤਾਂ ਸ਼ੱਕ ਦੇ ਆਧਾਰ 'ਤੇ ਇੱਕ ਨੌਜਵਾਨ ਨੂੰ ਰੋਕ ਕੇ ਤਲਾਸ਼ੀ ਲਈ ਗਈ, ਜਿਸ ਕੋਲੋਂ ਨਸ਼ੀਲੇ ਕੈਪਸੂਲ ਬਰਾਮਦ ਹੋਏ। ਮੁਲਜ਼ਮ ਵਿਰੁੱਧ ਐਨ.ਡੀ.ਪੀ.ਐਸ ਐਕਟ ਤਹਿਤ ਮਾਮਲਾ ਦਰਜ ਕਰਕੇ ਅਗਲੇਰੀ ਕਾਰਵਾਈ ਸ਼ੁਰੂ ਕਰ ਦਿੱਤੀ ਗਈ ਹੈ।: [584, 1363, 944, 1483]
article-body: ਕਪੂਰਥਲਾ, 15 ਮਾਰਚ (ਅਸ਼ੋਕ ਗੋਗਨਾ)- ਮਾਂ ਬੋਲੀ ਪੰਜਾਬੀ ਸਾਡੀ ਰੂਹ ਦੀ ਖੁਰਾਕ ਅਤੇ ਸਾਡੀ ਪਹਿਚਾਣ ਹੈ ਅਤੇ ਸਾਨੂੰ ਆਪਣੀ ਮਾਂ ਬੋਲੀ ਨਾਲ ਜੁੜੇ ਰਹਿਣਾ ਚਾਹੀਦਾ ਹੈ। ਇਹ ਵਿਚਾਰ ਭਾਈ ਨੱਛਤਰ ਸਿੰਘ ਨੇ ਪ੍ਰਗਟ ਕੀਤੇ। ਉਨ੍ਹਾਂ ਕਿਹਾ ਕਿ ਅੱਜ ਦੇ ਸਮੇਂ ਵਿੱਚ ਨੌਜਵਾਨ ਪੀੜ੍ਹੀ ਪੱਛਮੀ ਸੱਭਿਆਚਾਰ ਵੱਲ ਖਿੱਚੀ ਜਾ ਰਹੀ ਹੈ ਅਤੇ ਆਪਣੀ ਵਿਰਾਸਤ ਤੋਂ ਦੂਰ ਹੋ ਰਹੀ ਹੈ। ਮਾਪਿਆਂ ਨੂੰ ਚਾਹੀਦਾ ਹੈ ਕਿ ਉਹ ਬੱਚਿਆਂ ਨੂੰ ਘਰ ਵਿੱਚ ਪੰਜਾਬੀ ਬੋਲਣ ਲਈ ਪ੍ਰੇਰਿਤ ਕਰਨ ਅਤੇ ਗੁਰਮੁਖੀ ਲਿਪੀ ਸਿਖਾਉਣ। ਉਨ੍ਹਾਂ ਸਾਰਿਆਂ ਨੂੰ ਅਪੀਲ ਕੀਤੀ ਕਿ ਮਾਂ ਬੋਲੀ ਦੇ ਪ੍ਰਚਾਰ ਅਤੇ ਪ੍ਰਸਾਰ ਲਈ ਰਲ ਕੇ ਹੰਭਲਾ ਮਾਰਿਆ ਜਾਵੇ।: [584, 631, 806, 839]
article-road-accident: [23, 1459, 573, 1864]
article-body-lead: ਪੰਜਾਬ ਦੇ ਕਈ ਜ਼ਿਲ੍ਹਿਆਂ 'ਚ ਤੂਫ਼ਾਨ ਅਤੇ ਤੇਜ਼ ਮੀਂਹ ਸਬੰਧੀ ਅਲਰਟ ਜਾਰੀ: [23, 1960, 168, 2010]
cmyk-label: CMYK: [17, 5, 57, 19]
article-photo: [33, 144, 563, 274]
article-photo-leaders: [785, 2128, 1152, 2303]
byline-tag: ਪੰਜਾਬ ਟਾਈਮਜ਼ ਵਿਸ਼ੇਸ਼: [33, 283, 152, 302]
article-body: ਬਰਨਾਲਾ, 15 ਮਾਰਚ (ਕੁਲਦੀਪ ਸਿੰਘ ਗਰੇਵਾਲ)- ਦੇਸ਼ ਦੇ ਗ੍ਰਹਿ ਮੰਤਰੀ ਅਮਿਤ ਸ਼ਾਹ ਵੱਲੋਂ ਮੋਗਾ ਵਿਖੇ ਕੀਤੀ ਗਈ ਵਿਸ਼ਾਲ ਰੈਲੀ ਨੇ ਪੰਜਾਬ ਦੀ ਰਾਜਨੀਤੀ ਵਿੱਚ ਨਵਾਂ ਮੋੜ ਲਿਆ ਦਿੱਤਾ ਹੈ ਅਤੇ ਇਸ ਰੈਲੀ ਨੇ ਸੂਬੇ ਦੀ ਸਿਆਸਤ ਦਾ ਰੁਖ਼ ਬਦਲ ਕੇ ਰੱਖ ਦਿੱਤਾ ਹੈ। ਇਹ ਪ੍ਰਗਟਾਵਾ ਪੰਜਾਬ ਭਾਜਪਾ ਦੇ ਕਿਸਾਨ ਸੈੱਲ ਦੇ ਪ੍ਰਧਾਨ ਦਰਸ਼ਨ ਸਿੰਘ ਨੈਣੇਵਾਲ ਨੇ ਮੀਡੀਆ ਨਾਲ ਗੱਲਬਾਤ ਕਰਦਿਆਂ ਕੀਤਾ। ਉਨ੍ਹਾਂ ਕਿਹਾ ਕਿ ਰੈਲੀ ਵਿੱਚ ਲੋਕਾਂ ਦਾ ਭਾਰੀ ਇਕੱਠ ਇਹ ਸਾਬਤ ਕਰਦਾ ਹੈ ਕਿ ਪੰਜਾਬ ਦੇ ਲੋਕ ਹੁਣ ਭਾਰਤੀ ਜਨਤਾ ਪਾਰਟੀ ਦੀਆਂ ਨੀਤੀਆਂ ਅਤੇ ਨਰਿੰਦਰ ਮੋਦੀ ਦੀ ਅਗਵਾਈ ਵਿੱਚ ਭਰੋਸਾ ਪ੍ਰਗਟ ਕਰ ਰਹੇ ਹਨ। ਉਨ੍ਹਾਂ ਕਿਹਾ ਕਿ ਅਮਿਤ ਸ਼ਾਹ ਵੱਲੋਂ ਕਿਸਾਨਾਂ, ਨੌਜਵਾਨਾਂ ਅਤੇ ਵਪਾਰੀਆਂ ਨਾਲ ਜੁੜੇ ਮੁੱਦਿਆਂ ਬਾਰੇ ਦਿੱਤੇ ਸੰਦੇਸ਼ ਨੇ ਲੋਕਾਂ ਵਿੱਚ ਨਵਾਂ ਉਤਸ਼ਾਹ ਪੈਦਾ ਕੀਤਾ ਹੈ ਅਤੇ ਆਉਣ ਵਾਲੀਆਂ 2027 ਵਿਧਾਨ ਸਭਾ ਚੋਣਾਂ ਵਿੱਚ ਭਾਜਪਾ ਪੰਜਾਬ ਵਿੱਚ ਮਜ਼ਬੂਤ ਸਰਕਾਰ ਬਣਾਏਗੀ।: [33, 308, 563, 445]
